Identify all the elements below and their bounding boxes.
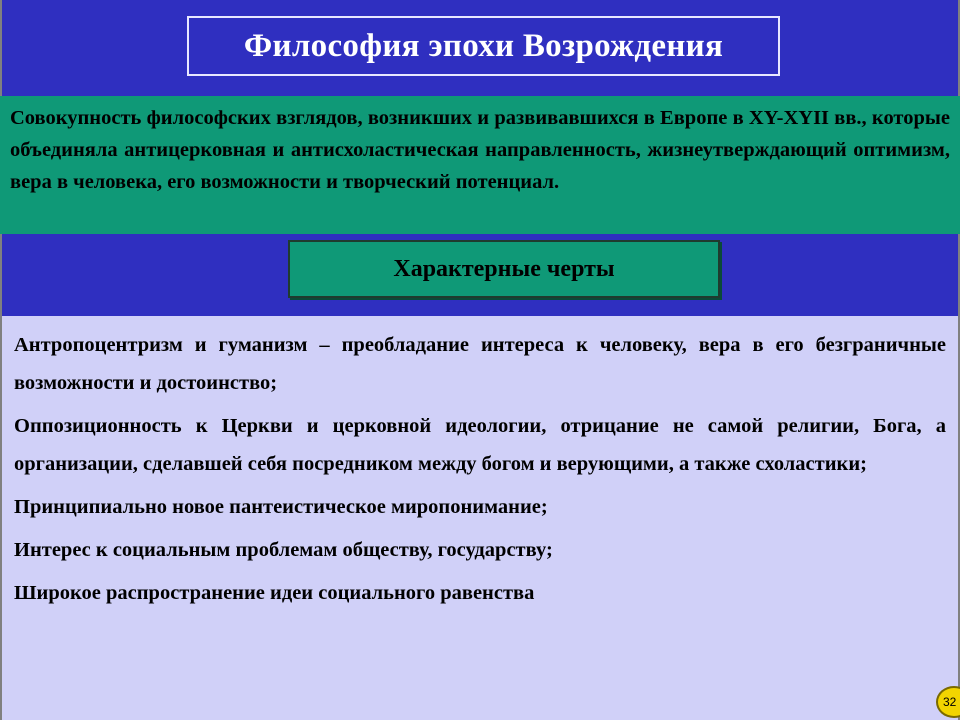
traits-heading: Характерные черты <box>288 240 720 298</box>
list-item: Широкое распространение идеи социального равенства <box>14 582 535 604</box>
traits-list <box>2 316 958 720</box>
list-item: Принципиально новое пантеистическое миропонимание; <box>14 496 548 518</box>
slide-title: Философия эпохи Возрождения <box>187 16 780 76</box>
list-item: Оппозиционность к Церкви и церковной идеологии, отрицание не самой религии, Бога, а организации, сделавшей себя посредником между богом и верующими, а также схоластики; <box>14 415 946 475</box>
list-item: Интерес к социальным проблемам обществу, государству; <box>14 539 553 561</box>
list-item: Антропоцентризм и гуманизм – преобладание интереса к человеку, вера в его безграничные возможности и достоинство; <box>14 334 946 394</box>
definition-text: Совокупность философских взглядов, возникших и развивавшихся в Европе в XY-XYII вв., которые объединяла антицерковная и антисхоластическая направленность, жизнеутверждающий оптимизм, вера в человека, его возможности и творческий потенциал. <box>0 96 960 234</box>
page-number-badge: 32 <box>936 686 960 718</box>
